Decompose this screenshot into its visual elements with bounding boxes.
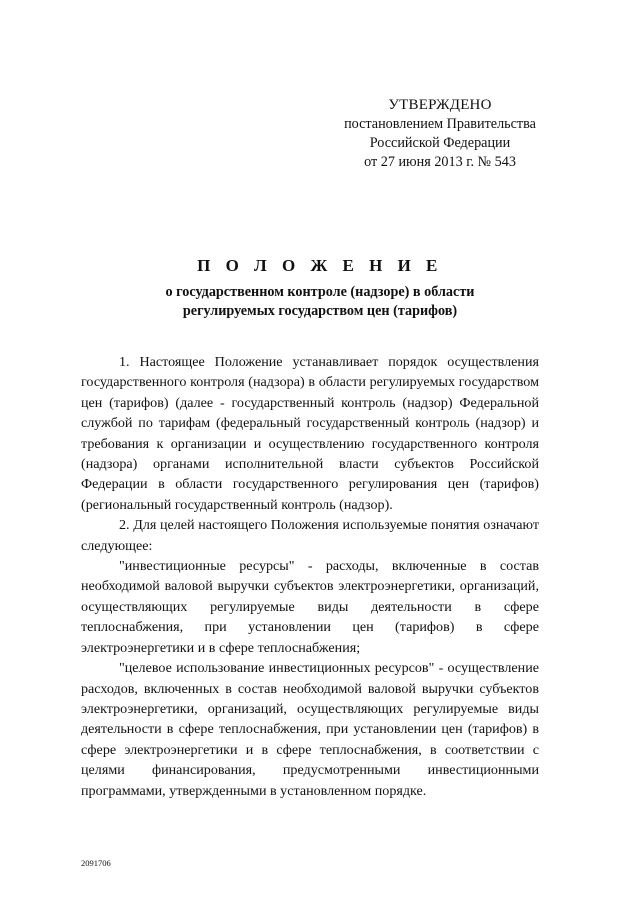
definition-target-use: "целевое использование инвестиционных ресурсов" - осуществление расходов, включенных в состав необходимой валовой выручки субъектов электроэнергетики, организаций, осуществляющих регулируемые виды деятельности в сфере теплоснабжения, при установлении цен (тарифов) в сфере электроэнергетики и в сфере теплоснабжения, в соответствии с целями финансирования, предусмотренными инвестиционными программами, утвержденными в установленном порядке.	[81, 660, 539, 799]
approval-block	[340, 96, 540, 172]
document-code: 2091706	[81, 858, 111, 868]
approval-line-2: Российской Федерации	[369, 135, 511, 151]
approval-line-1: постановлением Правительства	[344, 116, 536, 132]
subtitle-line-2: регулируемых государством цен (тарифов)	[182, 303, 458, 319]
document-subtitle	[100, 283, 540, 321]
definition-investment-resources: "инвестиционные ресурсы" - расходы, включенные в состав необходимой валовой выручки субъектов электроэнергетики, организаций, осуществляющих регулируемые виды деятельности в сфере теплоснабжения, при установлении цен (тарифов) в сфере электроэнергетики и в сфере теплоснабжения;	[81, 558, 539, 656]
subtitle-line-1: о государственном контроле (надзоре) в области	[165, 284, 475, 300]
paragraph-1: 1. Настоящее Положение устанавливает порядок осуществления государственного контроля (надзора) в области регулируемых государством цен (тарифов) (далее - государственный контроль (надзор) Федеральной службой по тарифам (федеральный государственный контроль (надзор) и требования к организации и осуществлению государственного контроля (надзора) органами исполнительной власти субъектов Российской Федерации в области государственного регулирования цен (тарифов) (региональный государственный контроль (надзор).	[81, 354, 539, 513]
document-body	[81, 352, 539, 801]
approval-heading: УТВЕРЖДЕНО	[388, 97, 492, 113]
document-title: П О Л О Ж Е Н И Е	[197, 256, 443, 275]
approval-line-3: от 27 июня 2013 г. № 543	[364, 154, 516, 170]
paragraph-2: 2. Для целей настоящего Положения используемые понятия означают следующее:	[81, 517, 539, 554]
